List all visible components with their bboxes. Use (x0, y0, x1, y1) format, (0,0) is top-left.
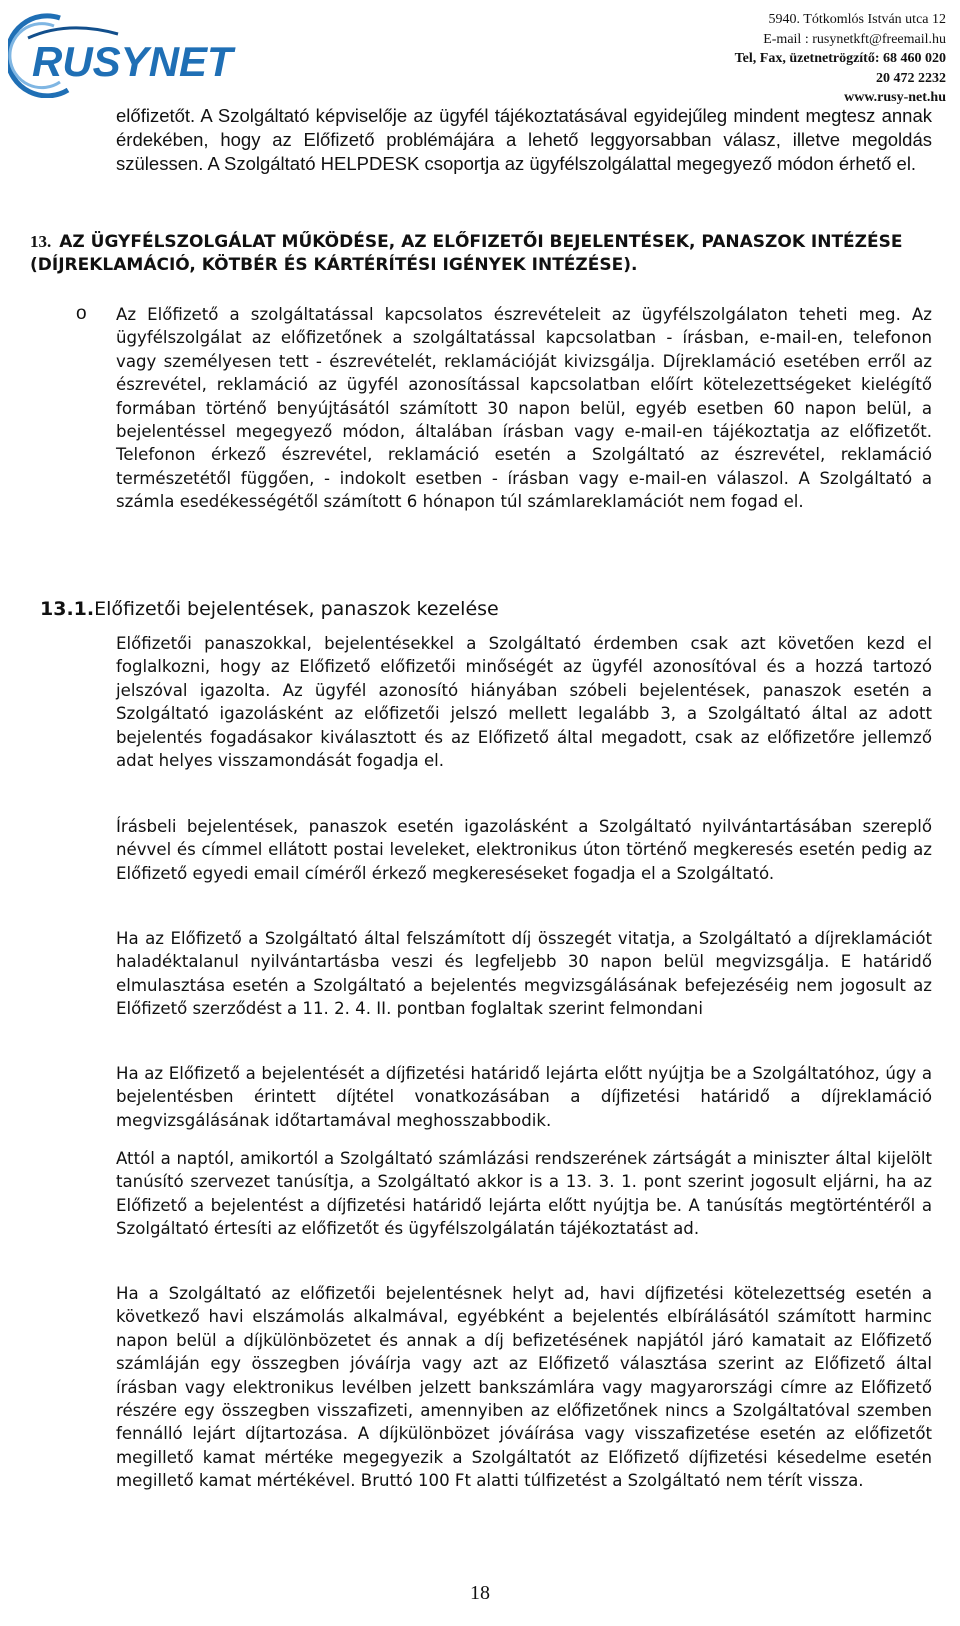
contact-block (735, 10, 946, 108)
bullet-marker: o (76, 303, 87, 324)
intro-paragraph: előfizetőt. A Szolgáltató képviselője az ügyfél tájékoztatásával egyidejűleg mindent megtesz annak érdekében, hogy az Előfizető problémájára a lehető leggyorsabban válasz, illetve megoldás szülessen. A Szolgáltató HELPDESK csoportja az ügyfélszolgálattal megegyező módon érhető el. (116, 105, 932, 174)
logo-text: RUSYNET (32, 38, 233, 85)
phone: Tel, Fax, üzetnetrögzítő: 68 460 020 (734, 51, 946, 66)
paragraph-5: Attól a naptól, amikortól a Szolgáltató számlázási rendszerének zártságát a miniszter által kijelölt tanúsító szervezet tanúsítja, a Szolgáltató akkor is a 13. 3. 1. pont szerint jogosult eljárni, ha az Előfizető a bejelentést a díjfizetési határidő lejárta előtt nyújtja be. A tanúsítás megtörténtéről a Szolgáltató értesíti az előfizetőt és ügyfélszolgálatán tájékoztatást ad. (116, 1149, 932, 1239)
section-13-heading (30, 230, 940, 277)
section-13-1-heading (40, 598, 499, 620)
paragraph-3: Ha az Előfizető a Szolgáltató által felszámított díj összegét vitatja, a Szolgáltató a díjreklamációt haladéktalanul nyilvántartásba veszi és legfeljebb 30 napon belül megvizsgálja. E határidő elmulasztása esetén a Szolgáltató a bejelentés megvizsgálásának befejezéséig nem jogosult az Előfizető szerződést a 11. 2. 4. II. pontban foglaltak szerint felmondani (116, 929, 932, 1019)
section-13-number: 13. (30, 232, 52, 251)
page-number: 18 (470, 1582, 490, 1604)
section-13-1-title: Előfizetői bejelentések, panaszok kezelése (94, 598, 499, 620)
phone-secondary: 20 472 2232 (876, 70, 946, 86)
paragraph-4: Ha az Előfizető a bejelentését a díjfizetési határidő lejárta előtt nyújtja be a Szolgáltatóhoz, úgy a bejelentésben érintett díjtétel vonatkozásában a díjfizetési határidő a díjreklamáció megvizsgálásának időtartamával meghosszabbodik. (116, 1064, 932, 1130)
website: www.rusy-net.hu (844, 90, 946, 105)
section-13-title: AZ ÜGYFÉLSZOLGÁLAT MŰKÖDÉSE, AZ ELŐFIZETŐI BEJELENTÉSEK, PANASZOK INTÉZÉSE (DÍJREKLAMÁCIÓ, KÖTBÉR ÉS KÁRTÉRÍTÉSI IGÉNYEK INTÉZÉSE). (30, 232, 903, 275)
paragraph-1: Előfizetői panaszokkal, bejelentésekkel a Szolgáltató érdemben csak azt követően kezd el foglalkozni, hogy az Előfizető előfizetői minőségét az ügyfél azonosítóval és a hozzá tartozó jelszóval igazolta. Az ügyfél azonosító hiányában szóbeli bejelentések, panaszok esetén a Szolgáltató igazolásként az előfizetői jelszó mellett legalább 3, a Szolgáltató által az adott bejelentés fogadásakor kiválasztott és az Előfizető által megadott, csak az előfizetőre jellemző adat helyes visszamondását fogadja el. (116, 634, 932, 771)
email: E-mail : rusynetkft@freemail.hu (763, 31, 946, 47)
paragraph-6: Ha a Szolgáltató az előfizetői bejelentésnek helyt ad, havi díjfizetési kötelezettség esetén a következő havi elszámolás alkalmával, egyébként a bejelentés elbírálásától számított harminc napon belül a díjkülönbözetet és annak a díj befizetésének napjától járó kamatait az Előfizető számláján egy összegben jóváírja vagy azt az Előfizető választása szerint az Előfizető által írásban vagy elektronikus levélben jelzett bankszámlára vagy magyarországi címre az Előfizető részére egy összegben visszafizeti, amennyiben az előfizetőnek nincs a Szolgáltatóval szemben fennálló lejárt díjtartozása. A díjkülönbözet jóváírása vagy visszafizetése esetén az előfizetőt megillető kamat mértéke megegyezik a Szolgáltatót az Előfizető díjfizetési késedelme esetén megillető kamat mértékével. Bruttó 100 Ft alatti túlfizetést a Szolgáltató nem térít vissza. (116, 1284, 932, 1491)
bullet-paragraph: Az Előfizető a szolgáltatással kapcsolatos észrevételeit az ügyfélszolgálaton teheti meg. Az ügyfélszolgálat az előfizetőnek a szolgáltatással kapcsolatban - írásban, e-mail-en, telefonon vagy személyesen tett - észrevételét, reklamációját kivizsgálja. Díjreklamáció esetében erről az észrevétel, reklamáció az ügyfél azonosítással kapcsolatban előírt kötelezettségeket kielégítő formában történő benyújtásától számított 30 napon belül, egyéb esetben 60 napon belül, a bejelentéssel megegyező módon, általában írásban vagy e-mail-en tájékoztatja az előfizetőt. Telefonon érkező észrevétel, reklamáció esetén a Szolgáltató az észrevétel, reklamáció természetétől függően, - indokolt esetben - írásban vagy e-mail-en válaszol. A Szolgáltató a számla esedékességétől számított 6 hónapon túl számlareklamációt nem fogad el. (116, 305, 932, 512)
address: 5940. Tótkomlós István utca 12 (768, 12, 946, 27)
section-13-1-number: 13.1. (40, 598, 95, 620)
paragraph-2: Írásbeli bejelentések, panaszok esetén igazolásként a Szolgáltató nyilvántartásában szereplő névvel és címmel ellátott postai leveleket, elektronikus úton történő megkeresés esetén pedig az Előfizető egyedi email címéről érkező megkereséseket fogadja el a Szolgáltató. (116, 817, 932, 883)
rusynet-logo (8, 8, 258, 98)
